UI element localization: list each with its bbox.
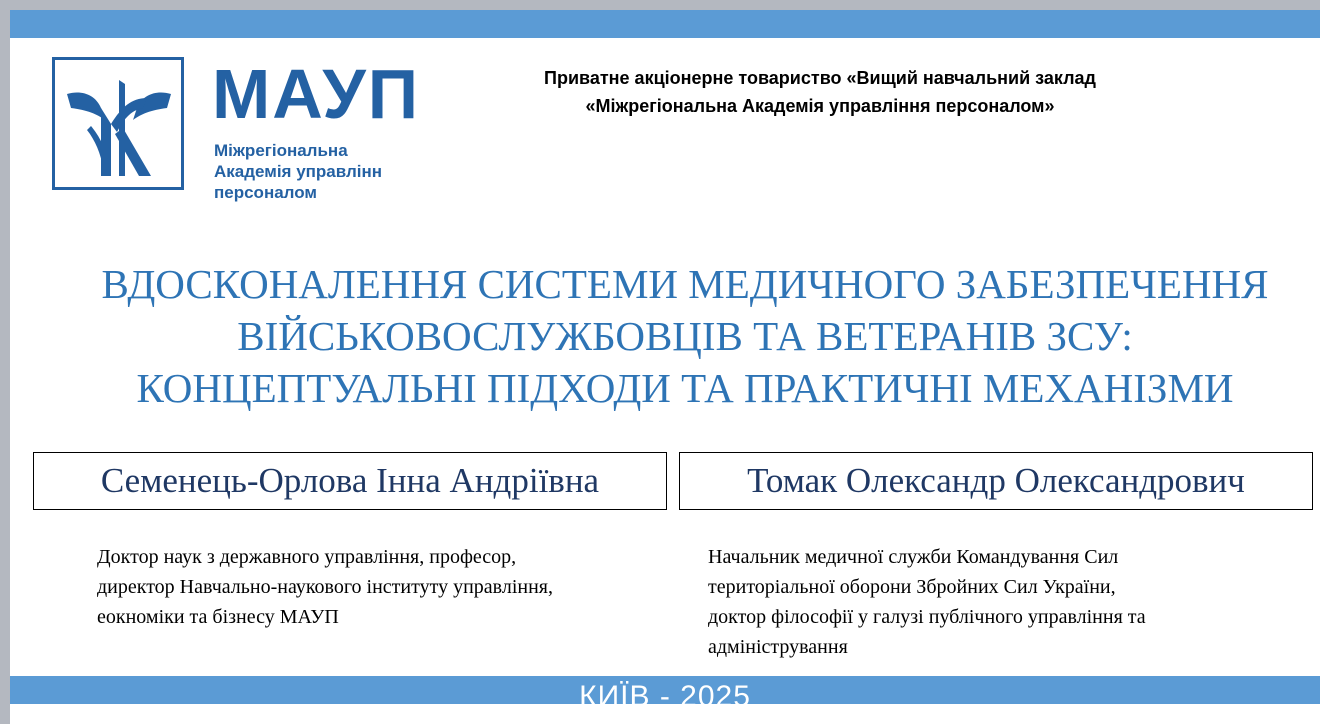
author-description (97, 542, 687, 632)
organization-name (430, 64, 1210, 120)
description-line: директор Навчально-наукового інституту управління, (97, 576, 553, 598)
title-page (10, 10, 1320, 724)
maup-logo (52, 54, 432, 204)
title-line: ВІЙСЬКОВОСЛУЖБОВЦІВ ТА ВЕТЕРАНІВ ЗСУ: (237, 313, 1133, 359)
organization-line: Приватне акціонерне товариство «Вищий навчальний заклад (544, 68, 1096, 88)
logo-wordmark: МАУП (212, 55, 421, 133)
description-line: еокноміки та бізнесу МАУП (97, 606, 339, 628)
title-line: ВДОСКОНАЛЕННЯ СИСТЕМИ МЕДИЧНОГО ЗАБЕЗПЕЧЕННЯ (101, 261, 1269, 307)
organization-line: «Міжрегіональна Академія управління персоналом» (585, 96, 1055, 116)
logo-subtitle-line: Академія управлінн (214, 162, 383, 181)
logo-subtitle (214, 140, 426, 203)
author-name-cell: Семенець-Орлова Інна Андріївна (33, 452, 667, 510)
logo-subtitle-line: Міжрегіональна (214, 141, 348, 160)
author-name-cell: Томак Олександр Олександрович (679, 452, 1313, 510)
description-line: Доктор наук з державного управління, професор, (97, 546, 517, 568)
description-line: адміністрування (708, 636, 848, 658)
description-line: доктор філософії у галузі публічного управління та (708, 606, 1146, 628)
top-accent-band (10, 10, 1320, 38)
logo-frame (52, 57, 184, 190)
description-line: територіальної оборони Збройних Сил України, (708, 576, 1116, 598)
maup-emblem-icon (61, 68, 177, 180)
author-description (708, 542, 1308, 662)
document-title (50, 258, 1320, 414)
title-line: КОНЦЕПТУАЛЬНІ ПІДХОДИ ТА ПРАКТИЧНІ МЕХАНІЗМИ (136, 365, 1234, 411)
description-line: Начальник медичної служби Командування Сил (708, 546, 1119, 568)
logo-subtitle-line: персоналом (214, 183, 317, 202)
authors-table (33, 452, 1313, 510)
city-year: КИЇВ - 2025 (579, 680, 751, 713)
